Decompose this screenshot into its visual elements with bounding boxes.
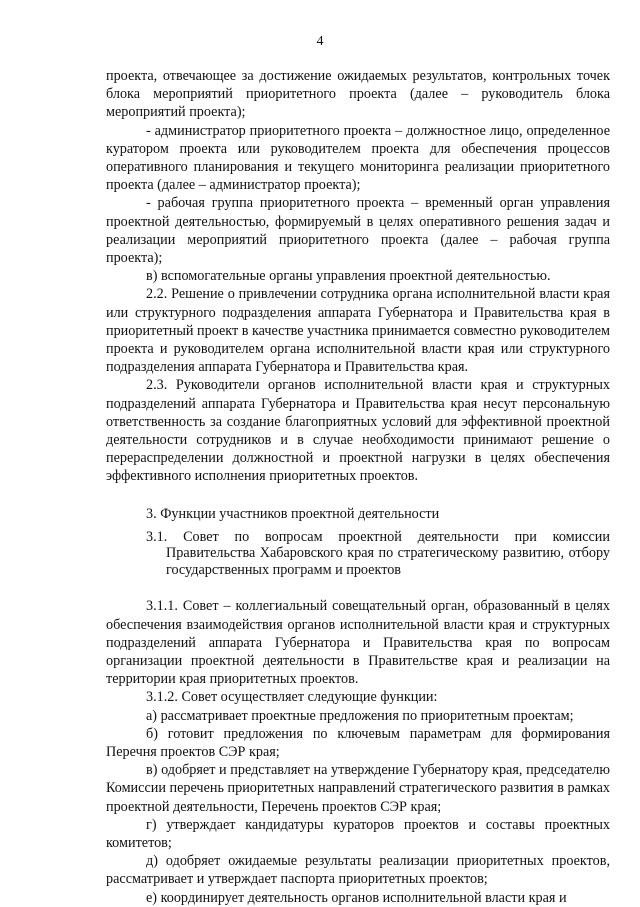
- page-number: 4: [316, 34, 324, 49]
- paragraph: - рабочая группа приоритетного проекта – временный орган управления проектной деятельностью, формируемый в целях оперативного решения задач и реализации мероприятий приоритетного проекта (далее – рабочая группа проекта);: [106, 195, 610, 267]
- document-body: [106, 67, 610, 907]
- paragraph: проекта, отвечающее за достижение ожидаемых результатов, контрольных точек блока мероприятий приоритетного проекта (далее – руководитель блока мероприятий проекта);: [106, 68, 610, 121]
- paragraph: 2.2. Решение о привлечении сотрудника органа исполнительной власти края или структурного подразделения аппарата Губернатора и Правительства края в приоритетный проект в качестве участника принимается совместно руководителем проекта и руководителем органа исполнительной власти края или структурного подразделения аппарата Губернатора и Правительства края.: [106, 286, 610, 376]
- list-item: д) одобряет ожидаемые результаты реализации приоритетных проектов, рассматривает и утверждает паспорта приоритетных проектов;: [106, 853, 610, 888]
- paragraph: - администратор приоритетного проекта – должностное лицо, определенное куратором проекта или руководителем проекта для обеспечения процессов оперативного планирования и текущего мониторинга реализации приоритетного проекта (далее – администратор проекта);: [106, 122, 610, 194]
- list-item: а) рассматривает проектные предложения по приоритетным проектам;: [146, 707, 574, 724]
- paragraph: 3.1.2. Совет осуществляет следующие функции:: [146, 689, 438, 706]
- list-item: в) одобряет и представляет на утверждение Губернатору края, председателю Комиссии перечень приоритетных направлений стратегического развития в рамках проектной деятельности, Перечень проектов СЭР края;: [106, 762, 610, 815]
- list-item: б) готовит предложения по ключевым параметрам для формирования Перечня проектов СЭР края;: [106, 725, 610, 760]
- subsection-heading: 3.1. Совет по вопросам проектной деятельности при комиссии Правительства Хабаровского края по стратегическому развитию, отбору государственных программ и проектов: [146, 528, 610, 578]
- paragraph: 2.3. Руководители органов исполнительной власти края и структурных подразделений аппарата Губернатора и Правительства края несут персональную ответственность за создание благоприятных условий для эффективной проектной деятельности сотрудников и в случае необходимости принимают решение о перераспределении должностной и проектной нагрузки в целях обеспечения эффективного исполнения приоритетных проектов.: [106, 377, 610, 485]
- paragraph: 3.1.1. Совет – коллегиальный совещательный орган, образованный в целях обеспечения взаимодействия органов исполнительной власти края и структурных подразделений аппарата Губернатора и Правительства края по вопросам организации проектной деятельности в Правительстве края и реализации на территории края приоритетных проектов.: [106, 598, 610, 688]
- section-heading: 3. Функции участников проектной деятельности: [146, 505, 440, 522]
- paragraph: в) вспомогательные органы управления проектной деятельностью.: [146, 268, 551, 285]
- list-item: е) координирует деятельность органов исполнительной власти края и: [146, 889, 567, 906]
- list-item: г) утверждает кандидатуры кураторов проектов и составы проектных комитетов;: [106, 816, 610, 852]
